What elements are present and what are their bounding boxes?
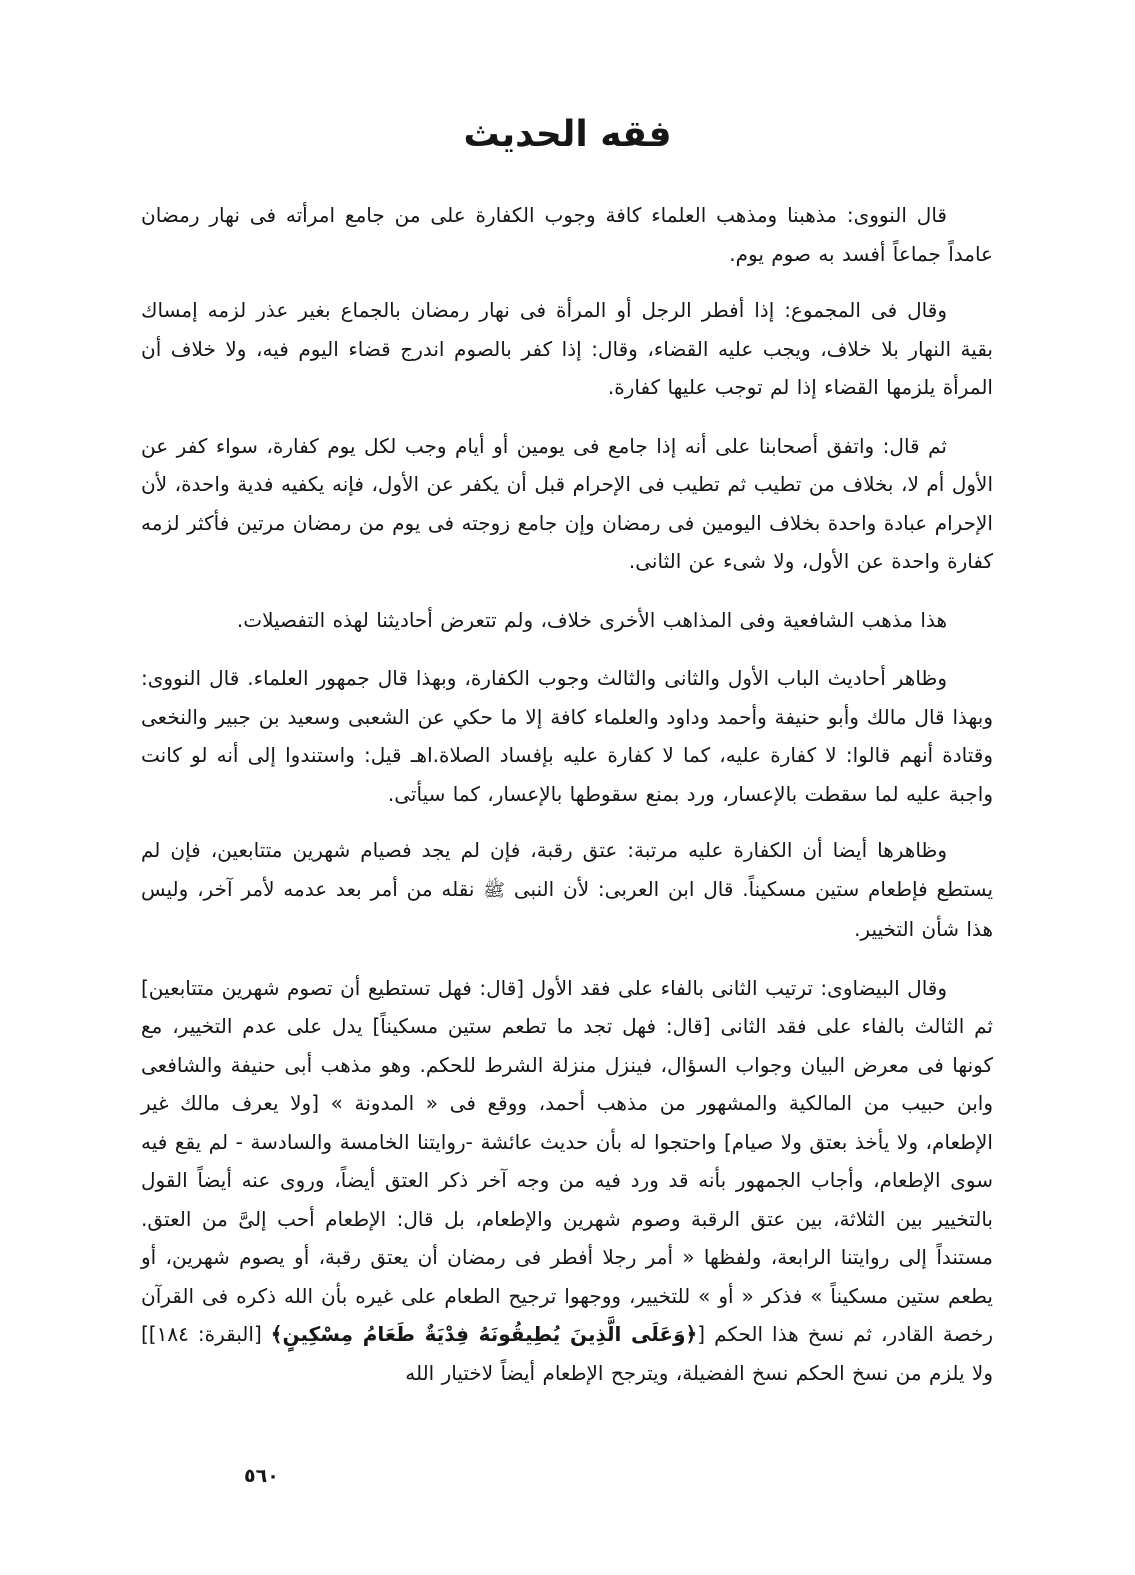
- body-text: [141, 196, 993, 1412]
- paragraph-7-text-after: [البقرة: ١٨٤]] ولا يلزم من نسخ الحكم نسخ الفضيلة، ويترجح الإطعام أيضاً لاختيار الله: [141, 1322, 993, 1385]
- paragraph-7: [141, 969, 993, 1393]
- paragraph-7-text-before: وقال البيضاوى: ترتيب الثانى بالفاء على فقد الأول [قال: فهل تستطيع أن تصوم شهرين متتابعين] ثم الثالث بالفاء على فقد الثانى [قال: فهل تجد ما تطعم ستين مسكيناً] يدل على عدم التخيير، مع كونها فى معرض البيان وجواب السؤال، فينزل منزلة الشرط للحكم. وهو مذهب أبى حنيفة والشافعى وابن حبيب من المالكية والمشهور من مذهب أحمد، ووقع فى « المدونة » [ولا يعرف مالك غير الإطعام، ولا يأخذ بعتق ولا صيام] واحتجوا له بأن حديث عائشة -روايتنا الخامسة والسادسة - لم يقع فيه سوى الإطعام، وأجاب الجمهور بأنه قد ورد فيه من وجه آخر ذكر العتق أيضاً، وروى عنه أيضاً القول بالتخيير بين الثلاثة، بين عتق الرقبة وصوم شهرين والإطعام، بل قال: الإطعام أحب إلىَّ من العتق. مستنداً إلى روايتنا الرابعة، ولفظها « أمر رجلا أفطر فى رمضان أن يعتق رقبة، أو يصوم شهرين، أو يطعم ستين مسكيناً » فذكر « أو » للتخيير، ووجهوا ترجيح الطعام على غيره بأن الله ذكره فى القرآن رخصة القادر، ثم نسخ هذا الحكم [: [141, 975, 993, 1346]
- paragraph-6-text-after: نقله من أمر بعد عدمه لأمر آخر، وليس هذا شأن التخيير.: [141, 876, 993, 941]
- salawat-symbol: ﷺ: [483, 879, 505, 901]
- quran-verse: ﴿وَعَلَى الَّذِينَ يُطِيقُونَهُ فِدْيَةٌ طَعَامُ مِسْكِينٍ﴾: [270, 1322, 698, 1346]
- paragraph-5: وظاهر أحاديث الباب الأول والثانى والثالث وجوب الكفارة، وبهذا قال جمهور العلماء. قال النووى: وبهذا قال مالك وأبو حنيفة وأحمد وداود والعلماء كافة إلا ما حكي عن الشعبى وسعيد بن جبير والنخعى وقتادة أنهم قالوا: لا كفارة عليه، كما لا كفارة عليه بإفساد الصلاة.اهـ قيل: واستندوا إلى أنه لو كانت واجبة عليه لما سقطت بالإعسار، ورد بمنع سقوطها بالإعسار، كما سيأتى.: [141, 666, 993, 806]
- paragraph-3: ثم قال: واتفق أصحابنا على أنه إذا جامع فى يومين أو أيام وجب لكل يوم كفارة، سواء كفر عن الأول أم لا، بخلاف من تطيب ثم تطيب فى الإحرام قبل أن يكفر عن الأول، فإنه يكفيه فدية واحدة، لأن الإحرام عبادة واحدة بخلاف اليومين فى رمضان وإن جامع زوجته فى يوم من رمضان مرتين فأكثر لزمه كفارة واحدة عن الأول، ولا شىء عن الثانى.: [141, 433, 993, 573]
- paragraph-6: [141, 831, 993, 949]
- section-title: فقه الحديث: [463, 114, 672, 155]
- page-number: ٥٦٠: [244, 1465, 279, 1487]
- paragraph-4: هذا مذهب الشافعية وفى المذاهب الأخرى خلاف، ولم تتعرض أحاديثنا لهذه التفصيلات.: [236, 607, 947, 632]
- paragraph-6-text-before: وظاهرها أيضا أن الكفارة عليه مرتبة: عتق رقبة، فإن لم يجد فصيام شهرين متتابعين، فإن لم يستطع فإطعام ستين مسكيناً. قال ابن العربى: لأن النبى: [141, 838, 994, 901]
- paragraph-1: قال النووى: مذهبنا ومذهب العلماء كافة وجوب الكفارة على من جامع امرأته فى نهار رمضان عامداً جماعاً أفسد به صوم يوم.: [141, 203, 993, 266]
- paragraph-2: وقال فى المجموع: إذا أفطر الرجل أو المرأة فى نهار رمضان بالجماع بغير عذر لزمه إمساك بقية النهار بلا خلاف، ويجب عليه القضاء، وقال: إذا كفر بالصوم اندرج قضاء اليوم فيه، ولا خلاف أن المرأة يلزمها القضاء إذا لم توجب عليها كفارة.: [141, 298, 993, 399]
